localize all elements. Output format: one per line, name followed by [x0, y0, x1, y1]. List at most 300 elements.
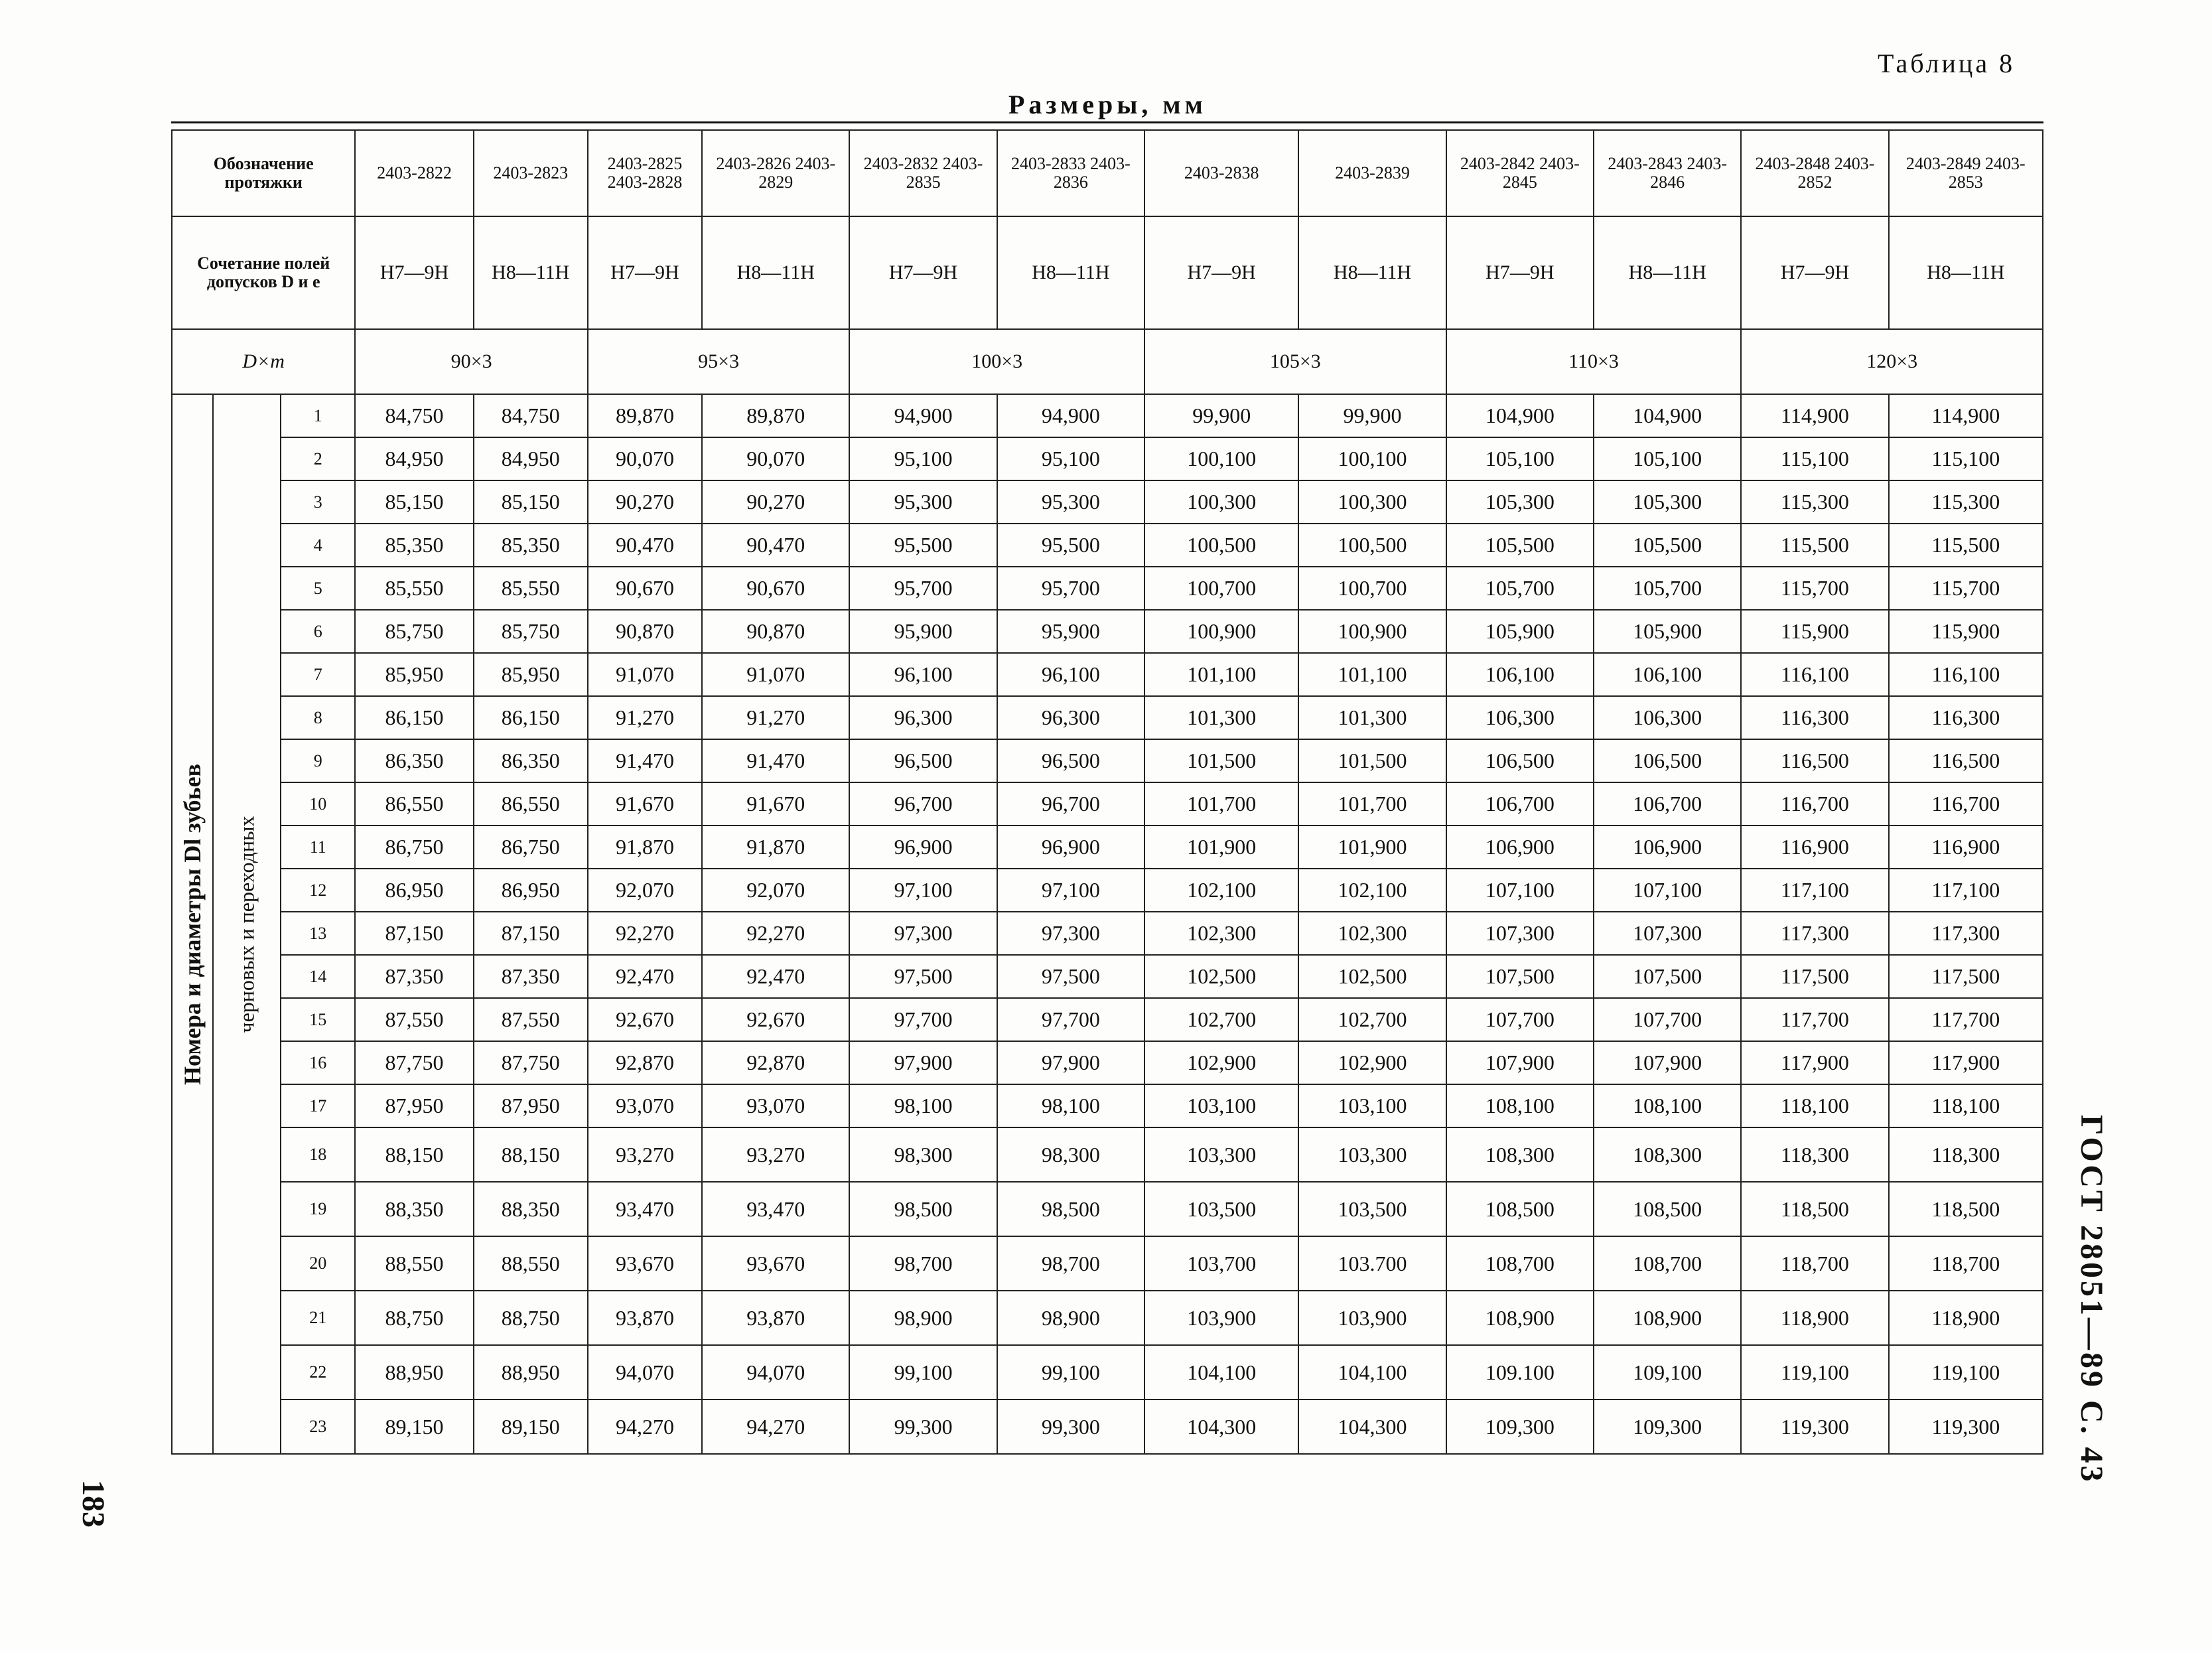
diameter-cell: 95,100 — [849, 437, 997, 480]
diameter-cell: 87,750 — [355, 1041, 473, 1084]
table-row — [172, 1291, 2043, 1345]
diameter-cell: 106,300 — [1446, 696, 1594, 739]
diameter-cell: 103,300 — [1298, 1127, 1446, 1182]
tooth-number: 14 — [281, 955, 355, 998]
diameter-cell: 109.100 — [1446, 1345, 1594, 1400]
diameter-cell: 118,300 — [1889, 1127, 2043, 1182]
diameter-cell: 90,070 — [702, 437, 849, 480]
tooth-number: 15 — [281, 998, 355, 1041]
dm-value: 100×3 — [849, 329, 1144, 394]
diameter-cell: 100,700 — [1144, 567, 1298, 610]
table-body — [172, 130, 2043, 1454]
diameter-cell: 85,150 — [355, 480, 473, 524]
diameter-cell: 108,700 — [1594, 1236, 1741, 1291]
diameter-cell: 85,350 — [355, 524, 473, 567]
diameter-cell: 117,700 — [1741, 998, 1888, 1041]
diameter-cell: 85,950 — [474, 653, 588, 696]
diameter-cell: 105,500 — [1446, 524, 1594, 567]
diameter-cell: 84,750 — [355, 394, 473, 437]
diameter-cell: 96,300 — [997, 696, 1144, 739]
diameter-cell: 118,500 — [1741, 1182, 1888, 1236]
diameter-cell: 93,870 — [588, 1291, 702, 1345]
diameter-cell: 85,350 — [474, 524, 588, 567]
diameter-cell: 101,300 — [1298, 696, 1446, 739]
table-row — [172, 782, 2043, 826]
diameter-cell: 86,150 — [355, 696, 473, 739]
table-row — [172, 1084, 2043, 1127]
diameter-cell: 85,150 — [474, 480, 588, 524]
diameter-cell: 91,070 — [588, 653, 702, 696]
diameter-cell: 93,870 — [702, 1291, 849, 1345]
diameter-cell: 102,300 — [1298, 912, 1446, 955]
diameter-cell: 107,500 — [1446, 955, 1594, 998]
diameter-cell: 92,670 — [588, 998, 702, 1041]
diameter-cell: 90,670 — [588, 567, 702, 610]
diameter-cell: 99,900 — [1298, 394, 1446, 437]
diameter-cell: 116,300 — [1889, 696, 2043, 739]
diameter-cell: 117,300 — [1741, 912, 1888, 955]
diameter-cell: 100,100 — [1298, 437, 1446, 480]
diameter-cell: 116,100 — [1889, 653, 2043, 696]
diameter-cell: 119,100 — [1889, 1345, 2043, 1400]
diameter-cell: 92,670 — [702, 998, 849, 1041]
diameter-cell: 116,500 — [1889, 739, 2043, 782]
diameter-cell: 93,270 — [588, 1127, 702, 1182]
diameter-cell: 102,500 — [1298, 955, 1446, 998]
table-row — [172, 1236, 2043, 1291]
diameter-cell: 109,300 — [1446, 1400, 1594, 1454]
diameter-cell: 95,100 — [997, 437, 1144, 480]
diameter-cell: 98,700 — [849, 1236, 997, 1291]
designation-code: 2403-2843 2403-2846 — [1594, 130, 1741, 216]
diameter-cell: 87,350 — [474, 955, 588, 998]
diameter-cell: 97,100 — [997, 869, 1144, 912]
diameter-cell: 84,750 — [474, 394, 588, 437]
tooth-number: 7 — [281, 653, 355, 696]
diameter-cell: 118,700 — [1741, 1236, 1888, 1291]
diameter-cell: 108,500 — [1594, 1182, 1741, 1236]
diameter-cell: 119,300 — [1741, 1400, 1888, 1454]
diameter-cell: 88,950 — [355, 1345, 473, 1400]
tooth-number: 21 — [281, 1291, 355, 1345]
designation-code: 2403-2848 2403-2852 — [1741, 130, 1888, 216]
diameter-cell: 92,870 — [702, 1041, 849, 1084]
diameter-cell: 99,100 — [849, 1345, 997, 1400]
dm-label: D×m — [172, 329, 355, 394]
diameter-cell: 88,350 — [474, 1182, 588, 1236]
side-label-inner: черновых и переходных — [234, 815, 259, 1033]
diameter-cell: 87,150 — [474, 912, 588, 955]
diameter-cell: 92,470 — [702, 955, 849, 998]
diameter-cell: 88,150 — [474, 1127, 588, 1182]
diameter-cell: 85,750 — [474, 610, 588, 653]
diameter-cell: 84,950 — [355, 437, 473, 480]
diameter-cell: 117,100 — [1889, 869, 2043, 912]
tolerance-combo: H8—11H — [997, 216, 1144, 329]
table-caption: Таблица 8 — [1878, 48, 2016, 78]
diameter-cell: 106,500 — [1446, 739, 1594, 782]
tolerance-combo: H7—9H — [1741, 216, 1888, 329]
table-row — [172, 826, 2043, 869]
diameter-cell: 116,700 — [1741, 782, 1888, 826]
diameter-cell: 106,100 — [1446, 653, 1594, 696]
diameter-cell: 93,670 — [702, 1236, 849, 1291]
diameter-cell: 115,300 — [1741, 480, 1888, 524]
diameter-cell: 95,500 — [849, 524, 997, 567]
diameter-cell: 104,900 — [1594, 394, 1741, 437]
diameter-cell: 88,950 — [474, 1345, 588, 1400]
table-row — [172, 524, 2043, 567]
tooth-number: 12 — [281, 869, 355, 912]
diameter-cell: 116,300 — [1741, 696, 1888, 739]
diameter-cell: 101,300 — [1144, 696, 1298, 739]
diameter-cell: 100,700 — [1298, 567, 1446, 610]
diameter-cell: 98,300 — [849, 1127, 997, 1182]
table-row — [172, 610, 2043, 653]
tolerance-combo: H7—9H — [588, 216, 702, 329]
diameter-cell: 107,500 — [1594, 955, 1741, 998]
diameter-cell: 96,500 — [997, 739, 1144, 782]
diameter-cell: 87,950 — [474, 1084, 588, 1127]
diameter-cell: 90,670 — [702, 567, 849, 610]
diameter-cell: 99,100 — [997, 1345, 1144, 1400]
diameter-cell: 107,100 — [1594, 869, 1741, 912]
diameter-cell: 107,300 — [1594, 912, 1741, 955]
diameter-cell: 105,700 — [1446, 567, 1594, 610]
designation-code: 2403-2826 2403-2829 — [702, 130, 849, 216]
diameter-cell: 100,500 — [1298, 524, 1446, 567]
diameter-cell: 105,300 — [1594, 480, 1741, 524]
diameter-cell: 118,700 — [1889, 1236, 2043, 1291]
diameter-cell: 97,500 — [997, 955, 1144, 998]
dm-value: 120×3 — [1741, 329, 2043, 394]
tolerance-combo: H8—11H — [1889, 216, 2043, 329]
tooth-number: 13 — [281, 912, 355, 955]
side-label-outer: Номера и диаметры Dl зубьев — [179, 763, 206, 1085]
diameter-cell: 100,100 — [1144, 437, 1298, 480]
diameter-cell: 98,100 — [997, 1084, 1144, 1127]
diameter-cell: 105,300 — [1446, 480, 1594, 524]
diameter-cell: 117,100 — [1741, 869, 1888, 912]
diameter-cell: 109,300 — [1594, 1400, 1741, 1454]
diameter-cell: 117,300 — [1889, 912, 2043, 955]
diameter-cell: 94,070 — [588, 1345, 702, 1400]
diameter-cell: 106,100 — [1594, 653, 1741, 696]
diameter-cell: 115,900 — [1889, 610, 2043, 653]
diameter-cell: 88,750 — [355, 1291, 473, 1345]
diameter-cell: 95,700 — [997, 567, 1144, 610]
diameter-cell: 101,100 — [1298, 653, 1446, 696]
designation-code: 2403-2839 — [1298, 130, 1446, 216]
diameter-cell: 117,500 — [1741, 955, 1888, 998]
header-row-designation — [172, 130, 2043, 216]
diameter-cell: 95,500 — [997, 524, 1144, 567]
diameter-cell: 102,300 — [1144, 912, 1298, 955]
diameter-cell: 88,550 — [474, 1236, 588, 1291]
diameter-cell: 91,070 — [702, 653, 849, 696]
diameter-cell: 104,100 — [1298, 1345, 1446, 1400]
diameter-cell: 96,700 — [997, 782, 1144, 826]
diameter-cell: 103,100 — [1298, 1084, 1446, 1127]
diameter-cell: 94,270 — [702, 1400, 849, 1454]
diameter-cell: 107,700 — [1594, 998, 1741, 1041]
diameter-cell: 94,070 — [702, 1345, 849, 1400]
diameter-cell: 86,750 — [355, 826, 473, 869]
diameter-cell: 105,900 — [1446, 610, 1594, 653]
table-row — [172, 653, 2043, 696]
tolerance-label: Сочетание полей допусков D и e — [172, 216, 355, 329]
diameter-cell: 101,500 — [1144, 739, 1298, 782]
diameter-cell: 108,300 — [1594, 1127, 1741, 1182]
diameter-cell: 119,300 — [1889, 1400, 2043, 1454]
dm-value: 110×3 — [1446, 329, 1742, 394]
diameter-cell: 101,100 — [1144, 653, 1298, 696]
table-row — [172, 1127, 2043, 1182]
diameter-cell: 103,500 — [1144, 1182, 1298, 1236]
diameter-cell: 97,500 — [849, 955, 997, 998]
diameter-cell: 96,100 — [849, 653, 997, 696]
tooth-number: 3 — [281, 480, 355, 524]
tooth-number: 19 — [281, 1182, 355, 1236]
diameter-cell: 87,950 — [355, 1084, 473, 1127]
diameter-cell: 95,900 — [849, 610, 997, 653]
diameter-cell: 117,500 — [1889, 955, 2043, 998]
diameter-cell: 99,300 — [997, 1400, 1144, 1454]
diameter-cell: 92,470 — [588, 955, 702, 998]
designation-label: Обозначение протяжки — [172, 130, 355, 216]
diameter-cell: 86,550 — [355, 782, 473, 826]
diameter-cell: 89,150 — [355, 1400, 473, 1454]
diameter-cell: 107,900 — [1446, 1041, 1594, 1084]
diameter-cell: 98,500 — [997, 1182, 1144, 1236]
designation-code: 2403-2825 2403-2828 — [588, 130, 702, 216]
diameter-cell: 102,100 — [1298, 869, 1446, 912]
diameter-cell: 93,470 — [702, 1182, 849, 1236]
diameter-cell: 88,150 — [355, 1127, 473, 1182]
diameter-cell: 118,100 — [1741, 1084, 1888, 1127]
dm-value: 105×3 — [1144, 329, 1446, 394]
tooth-number: 11 — [281, 826, 355, 869]
broach-dimensions-table — [171, 129, 2043, 1455]
diameter-cell: 102,900 — [1144, 1041, 1298, 1084]
diameter-cell: 101,700 — [1144, 782, 1298, 826]
diameter-cell: 91,670 — [588, 782, 702, 826]
diameter-cell: 92,270 — [588, 912, 702, 955]
diameter-cell: 91,870 — [588, 826, 702, 869]
diameter-cell: 90,470 — [588, 524, 702, 567]
diameter-cell: 116,900 — [1741, 826, 1888, 869]
tooth-number: 2 — [281, 437, 355, 480]
diameter-cell: 102,700 — [1144, 998, 1298, 1041]
diameter-cell: 106,900 — [1446, 826, 1594, 869]
diameter-cell: 118,900 — [1741, 1291, 1888, 1345]
diameter-cell: 87,750 — [474, 1041, 588, 1084]
tooth-number: 22 — [281, 1345, 355, 1400]
diameter-cell: 87,350 — [355, 955, 473, 998]
diameter-cell: 98,300 — [997, 1127, 1144, 1182]
tooth-number: 10 — [281, 782, 355, 826]
diameter-cell: 98,100 — [849, 1084, 997, 1127]
table-row — [172, 998, 2043, 1041]
diameter-cell: 103,900 — [1144, 1291, 1298, 1345]
diameter-cell: 93,470 — [588, 1182, 702, 1236]
diameter-cell: 97,700 — [997, 998, 1144, 1041]
diameter-cell: 106,700 — [1446, 782, 1594, 826]
diameter-cell: 86,150 — [474, 696, 588, 739]
side-label-outer-cell — [172, 394, 213, 1454]
diameter-cell: 100,500 — [1144, 524, 1298, 567]
diameter-cell: 104,300 — [1144, 1400, 1298, 1454]
diameter-cell: 114,900 — [1741, 394, 1888, 437]
diameter-cell: 92,870 — [588, 1041, 702, 1084]
tolerance-combo: H8—11H — [702, 216, 849, 329]
diameter-cell: 86,750 — [474, 826, 588, 869]
diameter-cell: 116,500 — [1741, 739, 1888, 782]
header-row-tolerance — [172, 216, 2043, 329]
diameter-cell: 102,500 — [1144, 955, 1298, 998]
diameter-cell: 94,900 — [997, 394, 1144, 437]
diameter-cell: 117,700 — [1889, 998, 2043, 1041]
diameter-cell: 115,500 — [1741, 524, 1888, 567]
diameter-cell: 96,100 — [997, 653, 1144, 696]
diameter-cell: 88,350 — [355, 1182, 473, 1236]
diameter-cell: 89,870 — [588, 394, 702, 437]
diameter-cell: 85,550 — [474, 567, 588, 610]
diameter-cell: 115,100 — [1741, 437, 1888, 480]
diameter-cell: 92,070 — [588, 869, 702, 912]
diameter-cell: 95,300 — [997, 480, 1144, 524]
table-row — [172, 739, 2043, 782]
diameter-cell: 106,700 — [1594, 782, 1741, 826]
diameter-cell: 107,900 — [1594, 1041, 1741, 1084]
table-row — [172, 869, 2043, 912]
diameter-cell: 116,100 — [1741, 653, 1888, 696]
diameter-cell: 101,500 — [1298, 739, 1446, 782]
page-number: 183 — [76, 1480, 111, 1528]
diameter-cell: 115,700 — [1741, 567, 1888, 610]
diameter-cell: 94,900 — [849, 394, 997, 437]
diameter-cell: 85,950 — [355, 653, 473, 696]
tolerance-combo: H7—9H — [1446, 216, 1594, 329]
diameter-cell: 96,900 — [849, 826, 997, 869]
diameter-cell: 86,350 — [474, 739, 588, 782]
diameter-cell: 118,500 — [1889, 1182, 2043, 1236]
diameter-cell: 100,300 — [1298, 480, 1446, 524]
diameter-cell: 86,950 — [355, 869, 473, 912]
diameter-cell: 86,550 — [474, 782, 588, 826]
diameter-cell: 118,100 — [1889, 1084, 2043, 1127]
diameter-cell: 90,470 — [702, 524, 849, 567]
tooth-number: 17 — [281, 1084, 355, 1127]
diameter-cell: 97,700 — [849, 998, 997, 1041]
diameter-cell: 115,900 — [1741, 610, 1888, 653]
tolerance-combo: H8—11H — [1298, 216, 1446, 329]
diameter-cell: 106,900 — [1594, 826, 1741, 869]
tooth-number: 20 — [281, 1236, 355, 1291]
diameter-cell: 98,900 — [849, 1291, 997, 1345]
designation-code: 2403-2833 2403-2836 — [997, 130, 1144, 216]
diameter-cell: 87,550 — [355, 998, 473, 1041]
diameter-cell: 91,870 — [702, 826, 849, 869]
tooth-number: 4 — [281, 524, 355, 567]
diameter-cell: 115,500 — [1889, 524, 2043, 567]
diameter-cell: 105,100 — [1594, 437, 1741, 480]
diameter-cell: 102,900 — [1298, 1041, 1446, 1084]
diameter-cell: 96,500 — [849, 739, 997, 782]
tooth-number: 23 — [281, 1400, 355, 1454]
tooth-number: 1 — [281, 394, 355, 437]
diameter-cell: 100,900 — [1298, 610, 1446, 653]
diameter-cell: 105,900 — [1594, 610, 1741, 653]
dm-value: 95×3 — [588, 329, 850, 394]
diameter-cell: 103,300 — [1144, 1127, 1298, 1182]
diameter-cell: 116,900 — [1889, 826, 2043, 869]
diameter-cell: 103,500 — [1298, 1182, 1446, 1236]
diameter-cell: 107,700 — [1446, 998, 1594, 1041]
table-row — [172, 1345, 2043, 1400]
diameter-cell: 90,070 — [588, 437, 702, 480]
diameter-cell: 104,300 — [1298, 1400, 1446, 1454]
diameter-cell: 87,150 — [355, 912, 473, 955]
diameter-cell: 90,870 — [702, 610, 849, 653]
diameter-cell: 98,700 — [997, 1236, 1144, 1291]
diameter-cell: 92,070 — [702, 869, 849, 912]
diameter-cell: 118,900 — [1889, 1291, 2043, 1345]
tooth-number: 6 — [281, 610, 355, 653]
tolerance-combo: H8—11H — [1594, 216, 1741, 329]
diameter-cell: 108,100 — [1594, 1084, 1741, 1127]
diameter-cell: 115,300 — [1889, 480, 2043, 524]
diameter-cell: 103,700 — [1144, 1236, 1298, 1291]
diameter-cell: 102,100 — [1144, 869, 1298, 912]
diameter-cell: 91,670 — [702, 782, 849, 826]
table-row — [172, 696, 2043, 739]
diameter-cell: 97,100 — [849, 869, 997, 912]
table-row — [172, 955, 2043, 998]
table-row — [172, 394, 2043, 437]
designation-code: 2403-2822 — [355, 130, 473, 216]
tolerance-combo: H7—9H — [1144, 216, 1298, 329]
diameter-cell: 97,300 — [997, 912, 1144, 955]
diameter-cell: 91,470 — [588, 739, 702, 782]
diameter-cell: 117,900 — [1889, 1041, 2043, 1084]
diameter-cell: 115,100 — [1889, 437, 2043, 480]
diameter-cell: 94,270 — [588, 1400, 702, 1454]
tolerance-combo: H7—9H — [849, 216, 997, 329]
diameter-cell: 86,950 — [474, 869, 588, 912]
diameter-cell: 104,100 — [1144, 1345, 1298, 1400]
diameter-cell: 96,300 — [849, 696, 997, 739]
table-row — [172, 1400, 2043, 1454]
table-row — [172, 912, 2043, 955]
diameter-cell: 108,500 — [1446, 1182, 1594, 1236]
diameter-cell: 108,900 — [1446, 1291, 1594, 1345]
tooth-number: 8 — [281, 696, 355, 739]
diameter-cell: 93,670 — [588, 1236, 702, 1291]
diameter-cell: 89,150 — [474, 1400, 588, 1454]
table-row — [172, 480, 2043, 524]
diameter-cell: 96,700 — [849, 782, 997, 826]
diameter-cell: 106,300 — [1594, 696, 1741, 739]
diameter-cell: 97,300 — [849, 912, 997, 955]
diameter-cell: 104,900 — [1446, 394, 1594, 437]
table-row — [172, 1041, 2043, 1084]
table-row — [172, 437, 2043, 480]
diameter-cell: 97,900 — [849, 1041, 997, 1084]
diameter-cell: 93,070 — [702, 1084, 849, 1127]
diameter-cell: 97,900 — [997, 1041, 1144, 1084]
diameter-cell: 85,550 — [355, 567, 473, 610]
